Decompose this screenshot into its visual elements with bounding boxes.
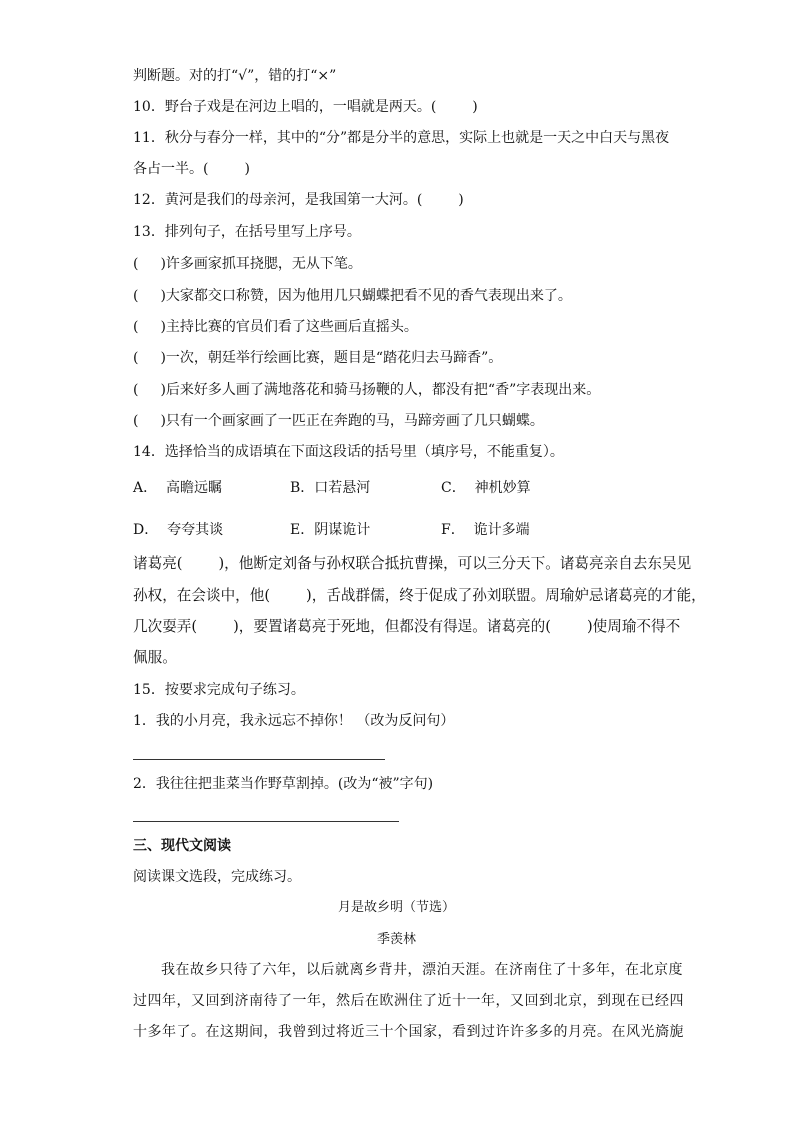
passage-text: 孙权，在会谈中，他( xyxy=(133,587,271,604)
question-11-line2 xyxy=(133,159,250,179)
article-paragraph-line: 我在故乡只待了六年，以后就离乡背井，漂泊天涯。在济南住了十多年，在北京度 xyxy=(161,962,683,978)
question-12-text: 12．黄河是我们的母亲河，是我国第一大河。( xyxy=(133,192,423,208)
option-text: 阴谋诡计 xyxy=(314,522,371,538)
passage-text: 诸葛亮( xyxy=(133,555,183,572)
question-11-line1: 11．秋分与春分一样，其中的“分”都是分半的意思，实际上也就是一天之中白天与黑夜 xyxy=(133,130,670,146)
order-open: ( xyxy=(133,413,139,429)
article-paragraph-line: 过四年，又回到济南待了一年，然后在欧洲住了近十一年，又回到北京，到现在已经四 xyxy=(133,993,684,1009)
order-item-text: )大家都交口称赞，因为他用几只蝴蝶把看不见的香气表现出来了。 xyxy=(160,288,572,304)
order-item xyxy=(133,348,502,368)
order-item xyxy=(133,286,572,306)
order-open: ( xyxy=(133,288,139,304)
option-key: A． xyxy=(133,480,158,496)
option-key: C． xyxy=(441,480,466,496)
reading-instruction: 阅读课文选段，完成练习。 xyxy=(133,869,301,885)
order-item xyxy=(133,317,418,337)
section-heading: 三、现代文阅读 xyxy=(133,838,231,854)
question-12 xyxy=(133,190,464,210)
question-13-title: 13．排列句子，在括号里写上序号。 xyxy=(133,224,361,240)
option-key: B． xyxy=(290,480,315,496)
option-key: F． xyxy=(441,522,465,538)
option-text: 夸夸其谈 xyxy=(167,522,224,538)
option-key: D． xyxy=(133,522,159,538)
answer-line-1[interactable] xyxy=(133,759,385,760)
sentence-task-2: 2．我往往把韭菜当作野草割掉。(改为“被”字句) xyxy=(133,776,434,792)
question-10-close: ) xyxy=(472,99,478,115)
q14-passage-line3 xyxy=(133,617,680,637)
option-b xyxy=(290,478,370,498)
passage-text: )，要置诸葛亮于死地，但都没有得逞。诸葛亮的( xyxy=(233,618,551,635)
q14-passage-line1 xyxy=(133,554,691,574)
answer-line-2[interactable] xyxy=(133,821,399,822)
option-text: 高瞻远瞩 xyxy=(166,480,223,496)
question-15-title: 15．按要求完成句子练习。 xyxy=(133,682,305,698)
option-e xyxy=(290,520,370,540)
order-item-text: )许多画家抓耳挠腮，无从下笔。 xyxy=(160,256,362,272)
article-title: 月是故乡明（节选） xyxy=(337,900,455,915)
option-text: 口若悬河 xyxy=(314,480,371,496)
order-item-text: )只有一个画家画了一匹正在奔跑的马，马蹄旁画了几只蝴蝶。 xyxy=(160,413,544,429)
passage-text: )，舌战群儒，终于促成了孙刘联盟。周瑜妒忌诸葛亮的才能， xyxy=(306,587,706,604)
option-d xyxy=(133,520,223,540)
option-text: 诡计多端 xyxy=(473,522,530,538)
order-open: ( xyxy=(133,256,139,272)
judge-intro: 判断题。对的打“√”，错的打“×” xyxy=(133,68,337,84)
order-item-text: )后来好多人画了满地落花和骑马扬鞭的人，都没有把“香”字表现出来。 xyxy=(160,382,601,398)
article-paragraph-line: 十多年了。在这期间，我曾到过将近三十个国家，看到过许许多多的月亮。在风光旖旎 xyxy=(133,1024,684,1040)
question-11-close: ) xyxy=(244,161,250,177)
order-open: ( xyxy=(133,350,139,366)
sentence-task-1: 1．我的小月亮，我永远忘不掉你！ （改为反问句） xyxy=(133,713,455,729)
order-item xyxy=(133,380,600,400)
question-10-text: 10．野台子戏是在河边上唱的，一唱就是两天。( xyxy=(133,99,437,115)
option-text: 神机妙算 xyxy=(474,480,531,496)
q14-passage-line4: 佩服。 xyxy=(133,649,177,666)
question-12-close: ) xyxy=(458,192,464,208)
order-open: ( xyxy=(133,319,139,335)
passage-text: 几次耍弄( xyxy=(133,618,198,635)
order-item xyxy=(133,254,362,274)
article-author: 季羡林 xyxy=(376,932,416,947)
order-item-text: )主持比赛的官员们看了这些画后直摇头。 xyxy=(160,319,418,335)
order-item xyxy=(133,411,544,431)
option-c xyxy=(441,478,531,498)
question-10 xyxy=(133,97,478,117)
passage-text: )，他断定刘备与孙权联合抵抗曹操，可以三分天下。诸葛亮亲自去东吴见 xyxy=(218,555,692,572)
order-open: ( xyxy=(133,382,139,398)
option-key: E． xyxy=(290,522,315,538)
question-11-text: 各占一半。( xyxy=(133,161,209,177)
order-item-text: )一次，朝廷举行绘画比赛，题目是“踏花归去马蹄香”。 xyxy=(160,350,503,366)
option-a xyxy=(133,478,222,498)
question-14-title: 14．选择恰当的成语填在下面这段话的括号里（填序号，不能重复）。 xyxy=(133,444,564,460)
option-f xyxy=(441,520,530,540)
q14-passage-line2 xyxy=(133,586,706,606)
passage-text: )使周瑜不得不 xyxy=(586,618,681,635)
